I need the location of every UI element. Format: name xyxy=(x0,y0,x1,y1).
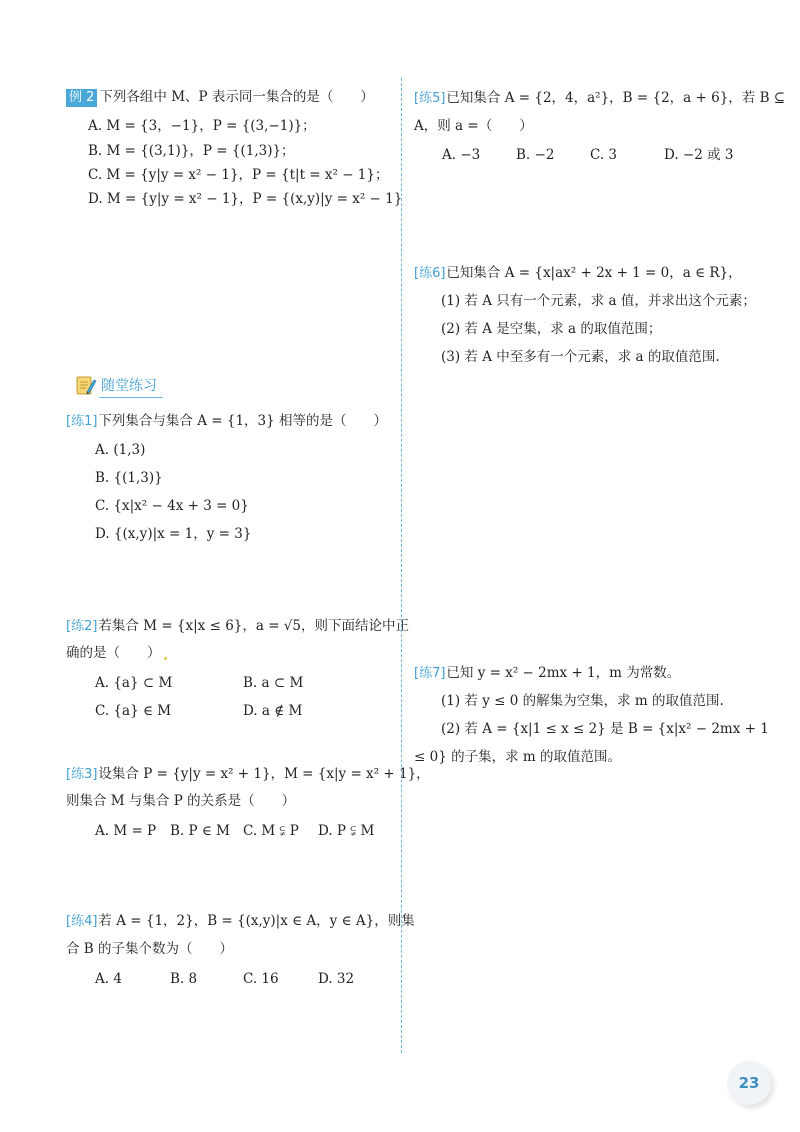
practice-3-line-1: [练3]设集合 P = {y|y = x² + 1}，M = {x|y = x² + 1}， xyxy=(66,766,430,782)
example-2-stem: 例 2 下列各组中 M、P 表示同一集合的是（ ） xyxy=(66,88,374,107)
practice-1-option-c: C. {x|x² − 4x + 3 = 0} xyxy=(95,498,249,514)
practice-5-option-c: C. 3 xyxy=(590,147,618,163)
practice-1-tag: [练1] xyxy=(66,414,98,429)
page-number-badge xyxy=(727,1061,771,1105)
practice-5-option-d: D. −2 或 3 xyxy=(664,147,734,163)
practice-6-stem: [练6]已知集合 A = {x|ax² + 2x + 1 = 0，a ∈ R}， xyxy=(414,265,742,281)
practice-6-part-1: (1) 若 A 只有一个元素，求 a 值，并求出这个元素； xyxy=(441,293,756,309)
practice-3-option-c: C. M ⫋ P xyxy=(243,823,299,839)
practice-3-option-b: B. P ∈ M xyxy=(170,823,230,839)
section-underline xyxy=(99,397,163,398)
page-number: 23 xyxy=(738,1074,760,1092)
stray-dot xyxy=(164,657,167,660)
practice-7-stem: [练7]已知 y = x² − 2mx + 1，m 为常数。 xyxy=(414,665,681,681)
practice-2-option-c: C. {a} ∈ M xyxy=(95,703,172,719)
practice-5-line-2: A，则 a =（ ） xyxy=(414,118,533,134)
practice-7-tag: [练7] xyxy=(414,666,446,681)
practice-2-option-b: B. a ⊂ M xyxy=(243,675,304,691)
practice-3-option-d: D. P ⫋ M xyxy=(318,823,375,839)
practice-4-tag: [练4] xyxy=(66,914,98,929)
practice-7-part-2-line-1: (2) 若 A = {x|1 ≤ x ≤ 2} 是 B = {x|x² − 2mx + 1 xyxy=(441,721,769,737)
practice-3-tag: [练3] xyxy=(66,767,98,782)
practice-7-part-1: (1) 若 y ≤ 0 的解集为空集，求 m 的取值范围. xyxy=(441,693,724,709)
practice-5-line-1: [练5]已知集合 A = {2，4，a²}，B = {2，a + 6}，若 B ⊆ xyxy=(414,90,786,106)
practice-4-option-b: B. 8 xyxy=(170,971,198,987)
example-2-option-d: D. M = {y|y = x² − 1}，P = {(x,y)|y = x² − 1} xyxy=(88,191,403,207)
practice-6-tag: [练6] xyxy=(414,266,446,281)
practice-4-option-c: C. 16 xyxy=(243,971,279,987)
practice-2-option-d: D. a ∉ M xyxy=(243,703,303,719)
practice-1-option-b: B. {(1,3)} xyxy=(95,470,163,486)
practice-1-option-a: A. (1,3) xyxy=(95,442,146,458)
column-divider xyxy=(401,78,402,1053)
practice-3-line-2: 则集合 M 与集合 P 的关系是（ ） xyxy=(66,793,296,809)
practice-1-stem: [练1]下列集合与集合 A = {1，3} 相等的是（ ） xyxy=(66,413,388,429)
practice-6-part-2: (2) 若 A 是空集，求 a 的取值范围； xyxy=(441,321,662,337)
practice-2-line-1: [练2]若集合 M = {x|x ≤ 6}，a = √5，则下面结论中正 xyxy=(66,618,410,634)
practice-1-option-d: D. {(x,y)|x = 1，y = 3} xyxy=(95,526,252,542)
example-2-option-b: B. M = {(3,1)}，P = {(1,3)}； xyxy=(88,143,295,159)
practice-5-option-a: A. −3 xyxy=(442,147,481,163)
example-2-option-a: A. M = {3，−1}，P = {(3,−1)}； xyxy=(88,118,316,134)
practice-4-line-1: [练4]若 A = {1，2}，B = {(x,y)|x ∈ A，y ∈ A}，则集 xyxy=(66,913,415,929)
practice-7-part-2-line-2: ≤ 0} 的子集，求 m 的取值范围。 xyxy=(414,749,621,765)
practice-4-option-a: A. 4 xyxy=(95,971,122,987)
practice-2-tag: [练2] xyxy=(66,619,98,634)
section-title: 随堂练习 xyxy=(101,378,157,394)
practice-5-tag: [练5] xyxy=(414,91,446,106)
section-header xyxy=(75,374,157,396)
practice-3-option-a: A. M = P xyxy=(95,823,157,839)
example-2-option-c: C. M = {y|y = x² − 1}，P = {t|t = x² − 1}； xyxy=(88,167,389,183)
practice-4-option-d: D. 32 xyxy=(318,971,355,987)
practice-4-line-2: 合 B 的子集个数为（ ） xyxy=(66,941,234,957)
practice-2-line-2: 确的是（ ） xyxy=(66,645,161,661)
practice-2-option-a: A. {a} ⊂ M xyxy=(95,675,173,691)
practice-6-part-3: (3) 若 A 中至多有一个元素，求 a 的取值范围. xyxy=(441,349,720,365)
practice-5-option-b: B. −2 xyxy=(516,147,555,163)
notepad-pencil-icon xyxy=(75,374,97,396)
example-2-tag: 例 2 xyxy=(66,89,97,107)
